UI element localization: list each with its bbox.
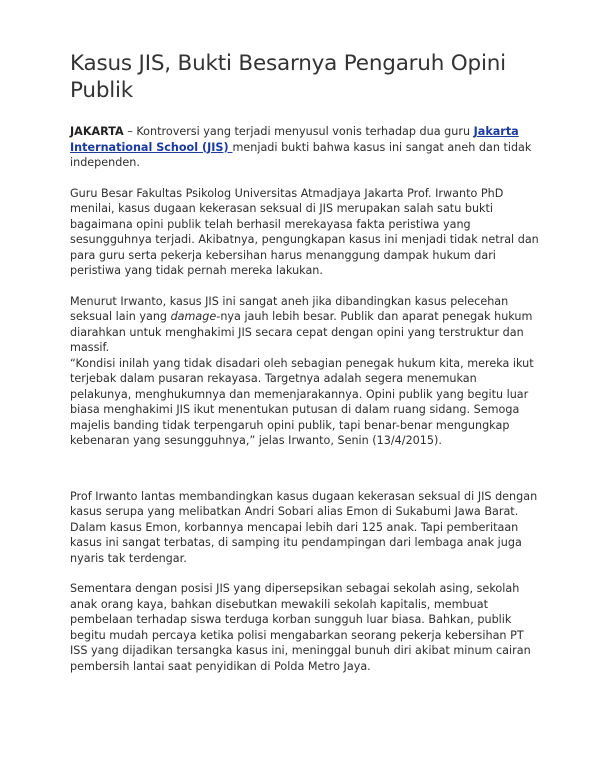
paragraph-2-text-after: -nya jauh lebih besar. Publik dan aparat penegak hukum diarahkan untuk menghakimi JIS secara cepat dengan opini yang terstruktur dan massif.: [70, 310, 533, 354]
lead-paragraph: [70, 124, 540, 171]
lead-text-after-link: menjadi bukti bahwa kasus ini sangat aneh dan tidak independen.: [70, 140, 532, 169]
section-spacer: [70, 449, 540, 489]
paragraph-spacer: [70, 279, 540, 294]
paragraph-1: Guru Besar Fakultas Psikolog Universitas Atmadjaya Jakarta Prof. Irwanto PhD menilai, kasus dugaan kekerasan seksual di JIS merupakan salah satu bukti bagaimana opini publik telah berhasil merekayasa fakta peristiwa yang sesungguhnya terjadi. Akibatnya, pengungkapan kasus ini menjadi tidak netral dan para guru serta pekerja kebersihan harus menanggung dampak hukum dari peristiwa yang tidak pernah mereka lakukan.: [70, 186, 539, 277]
lead-text-before-link: – Kontroversi yang terjadi menyusul vonis terhadap dua guru: [123, 125, 474, 138]
paragraph-5: Sementara dengan posisi JIS yang dipersepsikan sebagai sekolah asing, sekolah anak orang kaya, bahkan disebutkan mewakili sekolah kapitalis, membuat pembelaan terhadap siswa terduga korban sungguh luar biasa. Bahkan, publik begitu mudah percaya ketika polisi mengabarkan seorang pekerja kebersihan PT ISS yang dijadikan tersangka kasus ini, meninggal bunuh diri akibat minum cairan pembersih lantai saat penyidikan di Polda Metro Jaya.: [70, 582, 531, 673]
paragraph-4: Prof Irwanto lantas membandingkan kasus dugaan kekerasan seksual di JIS dengan kasus serupa yang melibatkan Andri Sobari alias Emon di Sukabumi Jawa Barat. Dalam kasus Emon, korbannya mencapai lebih dari 125 anak. Tapi pemberitaan kasus ini sangat terbatas, di samping itu pendampingan dari lembaga anak juga nyaris tak terdengar.: [70, 489, 538, 565]
article-title: Kasus JIS, Bukti Besarnya Pengaruh Opini Publik: [70, 51, 506, 103]
paragraph-2: [70, 294, 540, 356]
jis-link[interactable]: Jakarta International School (JIS): [70, 125, 519, 154]
emphasis-damage: damage: [170, 310, 217, 323]
paragraph-spacer: [70, 566, 540, 581]
document-page: [70, 50, 540, 674]
dateline: JAKARTA: [70, 125, 124, 138]
paragraph-2-text-before: Menurut Irwanto, kasus JIS ini sangat aneh jika dibandingkan kasus pelecehan seksual lain yang: [70, 294, 509, 323]
paragraph-spacer: [70, 171, 540, 186]
paragraph-3-quote: “Kondisi inilah yang tidak disadari oleh sebagian penegak hukum kita, mereka ikut terjebak dalam pusaran rekayasa. Targetnya adalah segera menemukan pelakunya, menghukumnya dan memenjarakannya. Opini publik yang begitu luar biasa menghakimi JIS ikut menentukan putusan di dalam ruang sidang. Semoga majelis banding tidak terpengaruh opini publik, tapi benar-benar mengungkap kebenaran yang sesungguhnya,” jelas Irwanto, Senin (13/4/2015).: [70, 356, 534, 447]
